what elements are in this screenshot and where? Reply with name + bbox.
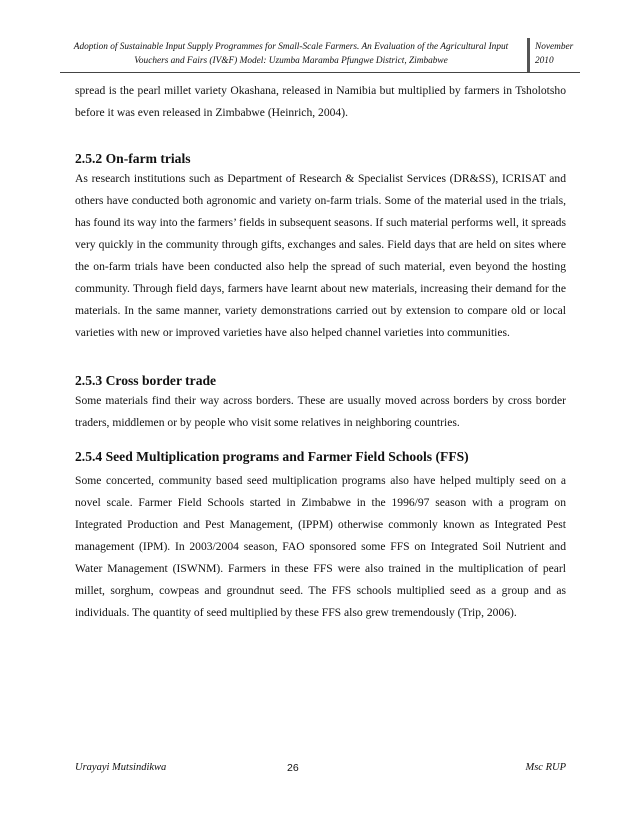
header-document-title [60, 40, 522, 68]
intro-paragraph: spread is the pearl millet variety Okashana, released in Namibia but multiplied by farmers in Tsholotsho before it was even released in Zimbabwe (Heinrich, 2004). [75, 84, 566, 119]
header-title-line1: Adoption of Sustainable Input Supply Programmes for Small-Scale Farmers. An Evaluation of the Agricultural Input [73, 42, 509, 52]
seed-multiplication-paragraph: Some concerted, community based seed multiplication programs also have helped multiply seed on a novel scale. Farmer Field Schools started in Zimbabwe in the 1996/97 season with a program on Integrated Production and Pest Management, (IPPM) otherwise commonly known as Integrated Pest management (IPM). In 2003/2004 season, FAO sponsored some FFS on Integrated Soil Nutrient and Water Management (ISWNM). Farmers in these FFS were also trained in the multiplication of pearl millet, sorghum, cowpeas and groundnut seed. The FFS schools multiplied seed as a group and as individuals. The quantity of seed multiplied by these FFS also grew tremendously (Trip, 2006). [75, 474, 566, 619]
cross-border-trade-paragraph: Some materials find their way across borders. These are usually moved across borders by cross border traders, middlemen or by people who visit some relatives in neighboring countries. [75, 394, 566, 429]
on-farm-trials-paragraph: As research institutions such as Department of Research & Specialist Services (DR&SS), ICRISAT and others have conducted both agronomic and variety on-farm trials. Some of the material used in the trials, has found its way into the farmers’ fields in subsequent seasons. If such material performs well, it spreads very quickly in the community through gifts, exchanges and sales. Field days that are held on sites where the on-farm trials have been conducted also help the spread of such material, even beyond the hosting community. Through field days, farmers have learnt about new materials, increasing their demand for the materials. In the same manner, variety demonstrations carried out by extension to compare old or local varieties with new or improved varieties have also helped channel varieties into communities. [75, 172, 566, 339]
section-heading-on-farm-trials: 2.5.2 On-farm trials [75, 151, 191, 166]
footer-degree: Msc RUP [525, 762, 566, 773]
page-body [75, 78, 566, 624]
page-header [60, 38, 580, 73]
section-heading-cross-border-trade: 2.5.3 Cross border trade [75, 373, 217, 388]
page-number: 26 [287, 762, 299, 774]
header-divider [527, 38, 530, 72]
section-heading-seed-multiplication: 2.5.4 Seed Multiplication programs and Farmer Field Schools (FFS) [75, 449, 469, 464]
header-date-year: 2010 [535, 56, 554, 66]
header-date-month: November [535, 42, 574, 52]
footer-author: Urayayi Mutsindikwa [75, 762, 167, 773]
page-footer [75, 762, 566, 778]
header-title-line2: Vouchers and Fairs (IV&F) Model: Uzumba Maramba Pfungwe District, Zimbabwe [134, 56, 448, 66]
header-date [535, 40, 585, 68]
